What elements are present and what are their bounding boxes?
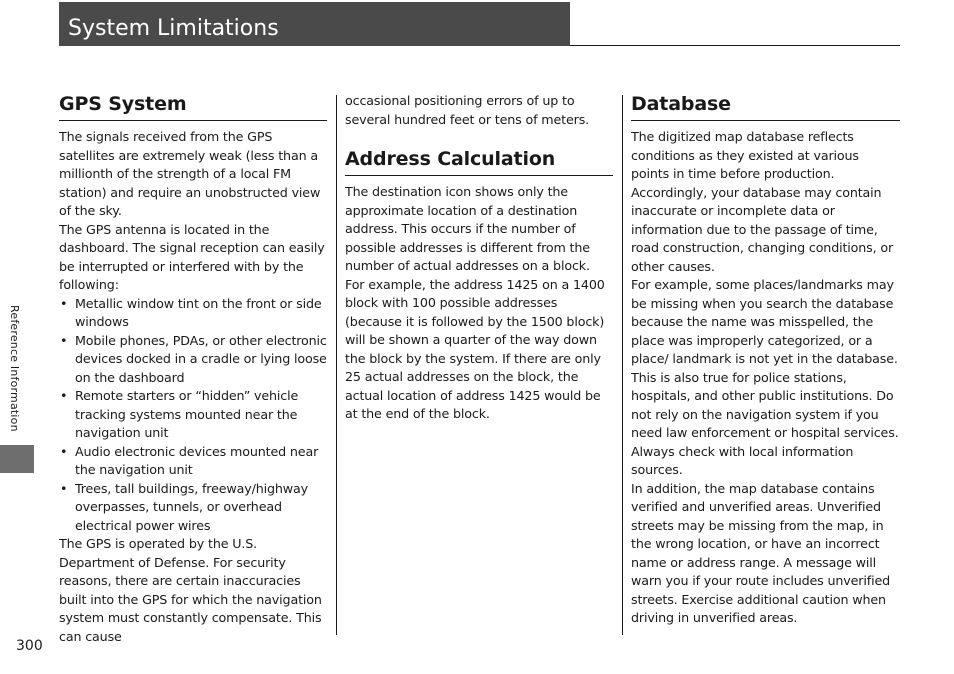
gps-dod-paragraph: The GPS is operated by the U.S. Department of Defense. For security reasons, there are certain inaccuracies built into the GPS for which the navigation system must constantly compensate. This can cause: [59, 536, 322, 644]
list-item: • Metallic window tint on the front or side windows: [59, 295, 327, 332]
list-item: • Trees, tall buildings, freeway/highway overpasses, tunnels, or overhead electrical power wires: [59, 480, 327, 536]
column-gps: [59, 92, 327, 646]
section-tab-label: Reference Information: [8, 305, 21, 432]
section-tab-marker: [0, 445, 34, 473]
section-spacer: [345, 129, 613, 147]
database-paragraph-2: For example, some places/landmarks may be missing when you search the database because the name was misspelled, the place was improperly categorized, or a place/ landmark is not yet in the database. This is also true for police stations, hospitals, and other public institutions. Do not rely on the navigation system if you need law enforcement or hospital services. Always check with local information sources.: [631, 277, 899, 477]
column-divider-1: [336, 95, 337, 635]
header-rule: [570, 45, 900, 46]
address-body-paragraph: The destination icon shows only the approximate location of a destination address. This occurs if the number of possible addresses is different from the number of actual addresses on a block. For example, the address 1425 on a 1400 block with 100 possible addresses (because it is followed by the 1500 block) will be shown a quarter of the way down the block by the system. If there are only 25 actual addresses on the block, the actual location of address 1425 would be at the end of the block.: [345, 184, 605, 421]
address-heading: Address Calculation: [345, 147, 613, 176]
database-paragraph-1: The digitized map database reflects conditions as they existed at various points in time before production. Accordingly, your database may contain inaccurate or incomplete data or information due to the passage of time, road construction, changing conditions, or other causes.: [631, 129, 894, 274]
list-item: • Mobile phones, PDAs, or other electronic devices docked in a cradle or lying loose on the dashboard: [59, 332, 327, 388]
gps-intro-paragraph: The signals received from the GPS satellites are extremely weak (less than a millionth of the strength of a local FM station) and require an unobstructed view of the sky.: [59, 129, 321, 218]
gps-antenna-paragraph: The GPS antenna is located in the dashboard. The signal reception can easily be interrupted or interfered with by the following:: [59, 221, 325, 292]
column-database: [631, 92, 900, 628]
gps-continued-paragraph: occasional positioning errors of up to several hundred feet or tens of meters.: [345, 93, 590, 127]
database-paragraph-3: In addition, the map database contains verified and unverified areas. Unverified streets may be missing from the map, in the wrong location, or have an incorrect name or address range. A message will warn you if your route includes unverified streets. Exercise additional caution when driving in unverified areas.: [631, 480, 891, 625]
gps-heading: GPS System: [59, 92, 327, 121]
page-number: 300: [16, 638, 43, 654]
page-title: System Limitations: [68, 16, 279, 41]
database-heading: Database: [631, 92, 900, 121]
list-item: • Audio electronic devices mounted near the navigation unit: [59, 443, 327, 480]
column-address: [345, 92, 613, 424]
interference-list: [59, 295, 327, 536]
column-divider-2: [622, 95, 623, 635]
list-item: • Remote starters or “hidden” vehicle tracking systems mounted near the navigation unit: [59, 387, 327, 443]
